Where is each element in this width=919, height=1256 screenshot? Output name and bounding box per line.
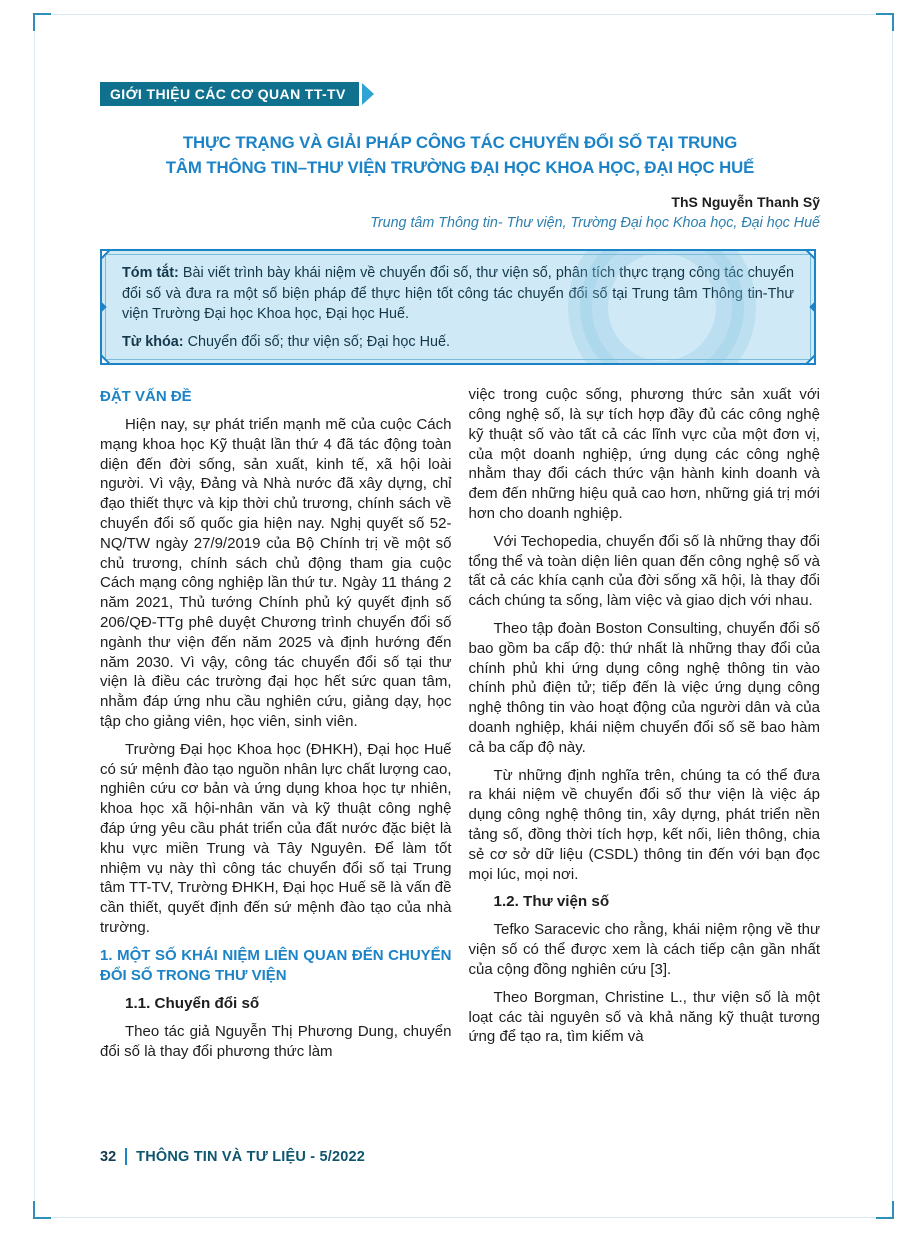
paragraph-continued: việc trong cuộc sống, phương thức sản xuất với công nghệ số, là sự tích hợp đầy đủ các công nghệ kỹ thuật số vào tất cả các lĩnh vực của một đơn vị, của một doanh nghiệp, ứng dụng các công nghệ nhằm thay đổi cách thức vận hành kinh doanh và đem đến những hiệu quả cao hơn, những giá trị mới hơn cho doanh nghiệp. bbox=[468, 386, 820, 522]
page-content bbox=[100, 82, 820, 1070]
column-left bbox=[100, 385, 452, 1070]
corner-mark bbox=[876, 1201, 894, 1219]
abstract-paragraph bbox=[122, 263, 794, 324]
article-title: THỰC TRẠNG VÀ GIẢI PHÁP CÔNG TÁC CHUYỂN ĐỔI SỐ TẠI TRUNG TÂM THÔNG TIN–THƯ VIỆN TRƯỜNG ĐẠI HỌC KHOA HỌC, ĐẠI HỌC HUẾ bbox=[165, 133, 755, 178]
abstract-text: Bài viết trình bày khái niệm về chuyển đổi số, thư viện số, phân tích thực trạng công tác chuyển đổi số và đưa ra một số biện pháp để thực hiện tốt công tác chuyển đổi số tại Trung tâm Thông tin-Thư viện Trường Đại học Khoa học, Đại học Huế. bbox=[122, 265, 794, 323]
corner-mark bbox=[33, 1201, 51, 1219]
page-footer bbox=[100, 1148, 365, 1165]
section-banner-label: GIỚI THIỆU CÁC CƠ QUAN TT-TV bbox=[110, 86, 346, 102]
section-banner-row bbox=[100, 82, 820, 106]
subsection-heading-1-2: 1.2. Thư viện số bbox=[493, 893, 610, 911]
section-heading-1: 1. MỘT SỐ KHÁI NIỆM LIÊN QUAN ĐẾN CHUYỂN ĐỔI SỐ TRONG THƯ VIỆN bbox=[100, 946, 452, 984]
paragraph: Với Techopedia, chuyển đổi số là những thay đổi tổng thể và toàn diện liên quan đến công nghệ số và tất cả các khía cạnh của đời sống xã hội, là thay đổi cách chúng ta sống, làm việc và giao dịch với nhau. bbox=[468, 532, 820, 610]
section-heading-dat-van-de: ĐẶT VẤN ĐỀ bbox=[100, 388, 192, 406]
corner-mark bbox=[876, 13, 894, 31]
keywords-text: Chuyển đổi số; thư viện số; Đại học Huế. bbox=[187, 333, 451, 350]
paragraph: Hiện nay, sự phát triển mạnh mẽ của cuộc Cách mạng khoa học Kỹ thuật lần thứ 4 đã tác động toàn diện đến đời sống, sản xuất, kinh tế, xã hội loài người. Vì vậy, Đảng và Nhà nước đã xây dựng, chỉ đạo thiết thực và kịp thời chủ trương, chính sách về chuyển đổi số quốc gia hiện nay. Nghị quyết số 52-NQ/TW ngày 27/9/2019 của Bộ Chính trị về một số chủ trương, chính sách chủ động tham gia cuộc Cách mạng công nghiệp lần thứ tư. Ngày 11 tháng 2 năm 2021, Thủ tướng Chính phủ ký quyết định số 206/QĐ-TTg phê duyệt Chương trình chuyển đổi số ngành thư viện đến năm 2025 và định hướng đến năm 2030. Vì vậy, công tác chuyển đổi số tại thư viện là điều các trường đại học hết sức quan tâm, nhằm đáp ứng nhu cầu nghiên cứu, giảng dạy, học tập cho giảng viên, học viên, sinh viên. bbox=[100, 415, 452, 730]
body-columns bbox=[100, 385, 820, 1070]
corner-ornament bbox=[805, 249, 816, 260]
column-right bbox=[469, 385, 821, 1070]
paragraph: Theo tác giả Nguyễn Thị Phương Dung, chuyển đổi số là thay đổi phương thức làm bbox=[100, 1023, 452, 1061]
paragraph: Từ những định nghĩa trên, chúng ta có thể đưa ra khái niệm về chuyển đổi số thư viện là việc áp dụng công nghệ thông tin, xây dựng, phát triển nền tảng số, đồng thời tích hợp, kết nối, liên thông, chia sẻ cơ sở dữ liệu (CSDL) thông tin đến với bạn đọc mọi lúc, mọi nơi. bbox=[468, 766, 820, 883]
footer-divider bbox=[125, 1148, 127, 1165]
author-name: ThS Nguyễn Thanh Sỹ bbox=[671, 194, 820, 211]
diamond-ornament bbox=[809, 302, 816, 313]
banner-arrow-icon bbox=[362, 83, 374, 105]
paragraph: Theo Borgman, Christine L., thư viện số là một loạt các tài nguyên số và khả năng kỹ thuật tương ứng để tạo ra, tìm kiếm và bbox=[468, 988, 820, 1046]
page-number: 32 bbox=[100, 1148, 117, 1165]
abstract-box bbox=[100, 249, 816, 365]
paragraph: Tefko Saracevic cho rằng, khái niệm rộng về thư viện số có thể được xem là cách tiếp cận gần nhất của cộng đồng nghiên cứu [3]. bbox=[468, 921, 820, 978]
keywords-label: Từ khóa: bbox=[122, 333, 184, 350]
journal-title: THÔNG TIN VÀ TƯ LIỆU - 5/2022 bbox=[136, 1148, 366, 1165]
corner-ornament bbox=[100, 354, 111, 365]
corner-ornament bbox=[100, 249, 111, 260]
paragraph: Trường Đại học Khoa học (ĐHKH), Đại học Huế có sứ mệnh đào tạo nguồn nhân lực chất lượng cao, nghiên cứu cơ bản và ứng dụng khoa học tự nhiên, khoa học xã hội-nhân văn và kỹ thuật công nghệ đáp ứng yêu cầu phát triển của đất nước đặc biệt là khu vực miền Trung và Tây Nguyên. Để làm tốt nhiệm vụ này thì công tác chuyển đổi số tại Trung tâm TT-TV, Trường ĐHKH, Đại học Huế sẽ là vấn đề cần thiết, quyết định đến sứ mệnh đào tạo của nhà trường. bbox=[100, 740, 452, 936]
author-affiliation: Trung tâm Thông tin- Thư viện, Trường Đại học Khoa học, Đại học Huế bbox=[370, 215, 820, 232]
section-banner bbox=[100, 82, 359, 106]
keywords-paragraph bbox=[122, 332, 794, 352]
abstract-label: Tóm tắt: bbox=[122, 265, 179, 282]
subsection-heading-1-1: 1.1. Chuyển đổi số bbox=[125, 995, 260, 1013]
diamond-ornament bbox=[100, 302, 107, 313]
corner-ornament bbox=[805, 354, 816, 365]
paragraph: Theo tập đoàn Boston Consulting, chuyển đổi số bao gồm ba cấp độ: thứ nhất là những thay đổi của chính phủ khi ứng dụng công nghệ thông tin vào chính phủ điện tử; tiếp đến là việc ứng dụng công nghệ thông tin vào hoạt động của người dân và của doanh nghiệp, khái niệm chuyển đổi số sẽ bao hàm cả ba cấp độ này. bbox=[468, 619, 820, 756]
corner-mark bbox=[33, 13, 51, 31]
